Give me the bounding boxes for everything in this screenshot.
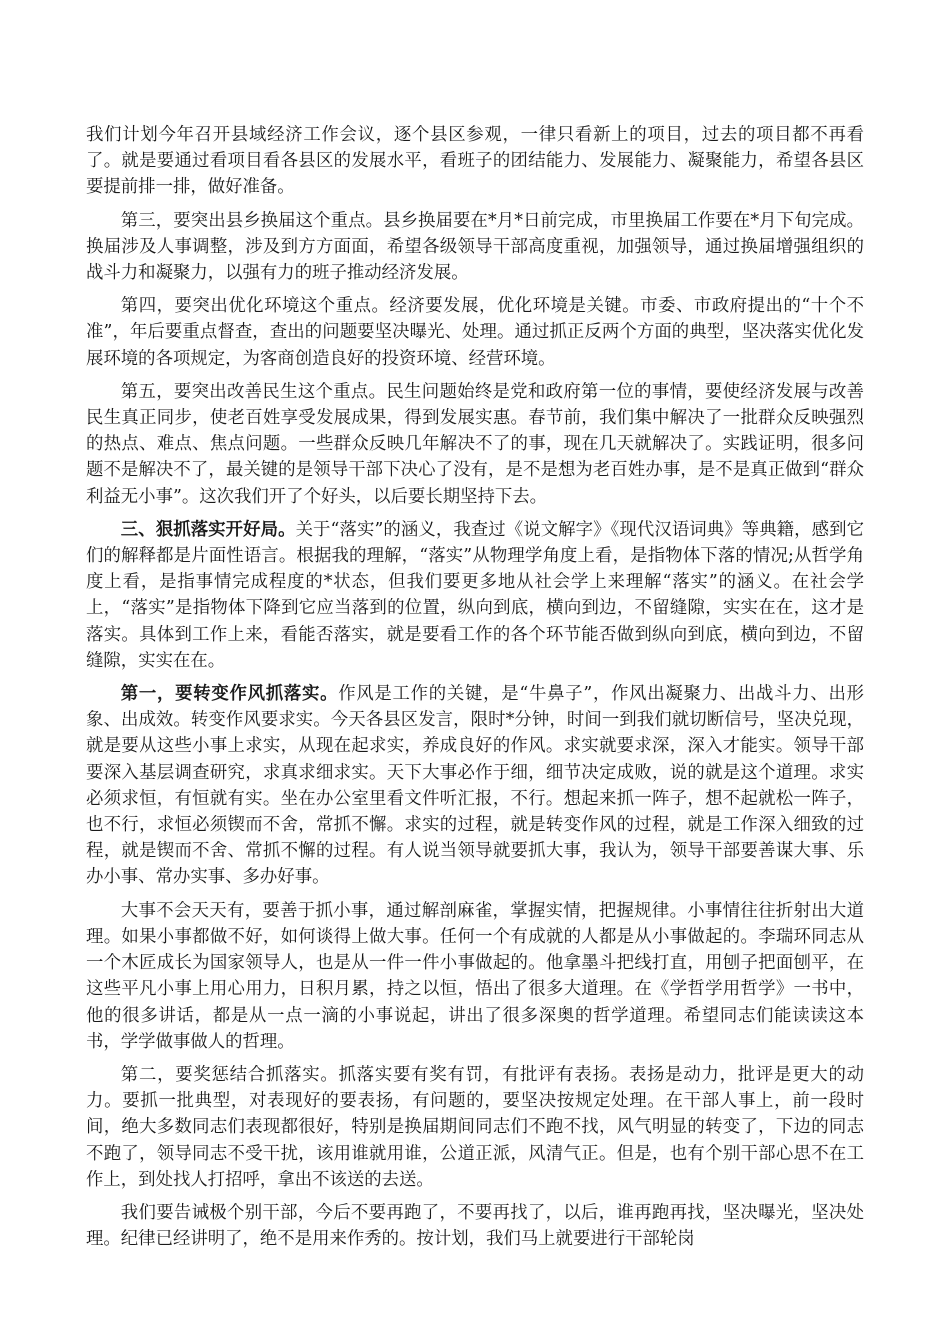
- subsection-heading: 第一，要转变作风抓落实。: [120, 684, 339, 705]
- section-heading: 三、狠抓落实开好局。: [120, 519, 296, 540]
- paragraph-first-measure: [86, 681, 864, 891]
- paragraph-text: 我们计划今年召开县域经济工作会议，逐个县区参观，一律只看新上的项目，过去的项目都不再看了。就是要通过看项目看各县区的发展水平，看班子的团结能力、发展能力、凝聚能力，希望各县区要提前排一排，做好准备。: [86, 125, 864, 198]
- paragraph-warning: [86, 1200, 864, 1252]
- paragraph-text: 作风是工作的关键，是“牛鼻子”，作风出凝聚力、出战斗力、出形象、出成效。转变作风要求实。今天各县区发言，限时*分钟，时间一到我们就切断信号，坚决兑现，就是要从这些小事上求实，从现在起求实，养成良好的作风。求实就要求深，深入才能实。领导干部要深入基层调查研究，求真求细求实。天下大事必作于细，细节决定成败，说的就是这个道理。求实必须求恒，有恒就有实。坐在办公室里看文件听汇报，不行。想起来抓一阵子，想不起就松一阵子，也不行，求恒必须锲而不舍，常抓不懈。求实的过程，就是转变作风的过程，就是工作深入细致的过程，就是锲而不舍、常抓不懈的过程。有人说当领导就要抓大事，我认为，领导干部要善谋大事、乐办小事、常办实事、多办好事。: [86, 684, 864, 888]
- paragraph-third-point: [86, 208, 864, 287]
- paragraph-text: 大事不会天天有，要善于抓小事，通过解剖麻雀，掌握实情，把握规律。小事情往往折射出大道理。如果小事都做不好，如何谈得上做大事。任何一个有成就的人都是从小事做起的。李瑞环同志从一个木匠成长为国家领导人，也是从一件一件小事做起的。他拿墨斗把线打直，用刨子把面刨平，在这些平凡小事上用心用力，日积月累，持之以恒，悟出了很多大道理。在《学哲学用哲学》一书中，他的很多讲话，都是从一点一滴的小事说起，讲出了很多深奥的哲学道理。希望同志们能读读这本书，学学做事做人的哲理。: [86, 900, 864, 1052]
- paragraph-county-meeting: [86, 122, 864, 201]
- paragraph-text: 第二，要奖惩结合抓落实。抓落实要有奖有罚，有批评有表扬。表扬是动力，批评是更大的动力。要抓一批典型，对表现好的要表扬，有问题的，要坚决按规定处理。在干部人事上，前一段时间，绝大多数同志们表现都很好，特别是换届期间同志们不跑不找，风气明显的转变了，下边的同志不跑了，领导同志不受干扰，该用谁就用谁，公道正派，风清气正。但是，也有个别干部心思不在工作上，到处找人打招呼，拿出不该送的去送。: [86, 1064, 864, 1190]
- paragraph-fourth-point: [86, 293, 864, 372]
- paragraph-text: 我们要告诫极个别干部，今后不要再跑了，不要再找了，以后，谁再跑再找，坚决曝光，坚决处理。纪律已经讲明了，绝不是用来作秀的。按计划，我们马上就要进行干部轮岗: [86, 1202, 864, 1250]
- paragraph-text: 第五，要突出改善民生这个重点。民生问题始终是党和政府第一位的事情，要使经济发展与改善民生真正同步，使老百姓享受发展成果，得到发展实惠。春节前，我们集中解决了一批群众反映强烈的热点、难点、焦点问题。一些群众反映几年解决不了的事，现在几天就解决了。实践证明，很多问题不是解决不了，最关键的是领导干部下决心了没有，是不是想为老百姓办事，是不是真正做到“群众利益无小事”。这次我们开了个好头，以后要长期坚持下去。: [86, 381, 864, 507]
- paragraph-second-measure: [86, 1062, 864, 1193]
- document-body: [86, 122, 864, 1259]
- paragraph-text: 第四，要突出优化环境这个重点。经济要发展，优化环境是关键。市委、市政府提出的“十个不准”，年后要重点督查，查出的问题要坚决曝光、处理。通过抓正反两个方面的典型，坚决落实优化发展环境的各项规定，为客商创造良好的投资环境、经营环境。: [86, 296, 864, 369]
- paragraph-small-things: [86, 898, 864, 1055]
- paragraph-section-three: [86, 517, 864, 674]
- paragraph-text: 关于“落实”的涵义，我查过《说文解字》《现代汉语词典》等典籍，感到它们的解释都是片面性语言。根据我的理解，“落实”从物理学角度上看，是指物体下落的情况;从哲学角度上看，是指事情完成程度的*状态，但我们要更多地从社会学上来理解“落实”的涵义。在社会学上，“落实”是指物体下降到它应当落到的位置，纵向到底，横向到边，不留缝隙，实实在在，这才是落实。具体到工作上来，看能否落实，就是要看工作的各个环节能否做到纵向到底，横向到边，不留缝隙，实实在在。: [86, 519, 864, 671]
- paragraph-fifth-point: [86, 379, 864, 510]
- paragraph-text: 第三，要突出县乡换届这个重点。县乡换届要在*月*日前完成，市里换届工作要在*月下旬完成。换届涉及人事调整，涉及到方方面面，希望各级领导干部高度重视，加强领导，通过换届增强组织的战斗力和凝聚力，以强有力的班子推动经济发展。: [86, 210, 864, 284]
